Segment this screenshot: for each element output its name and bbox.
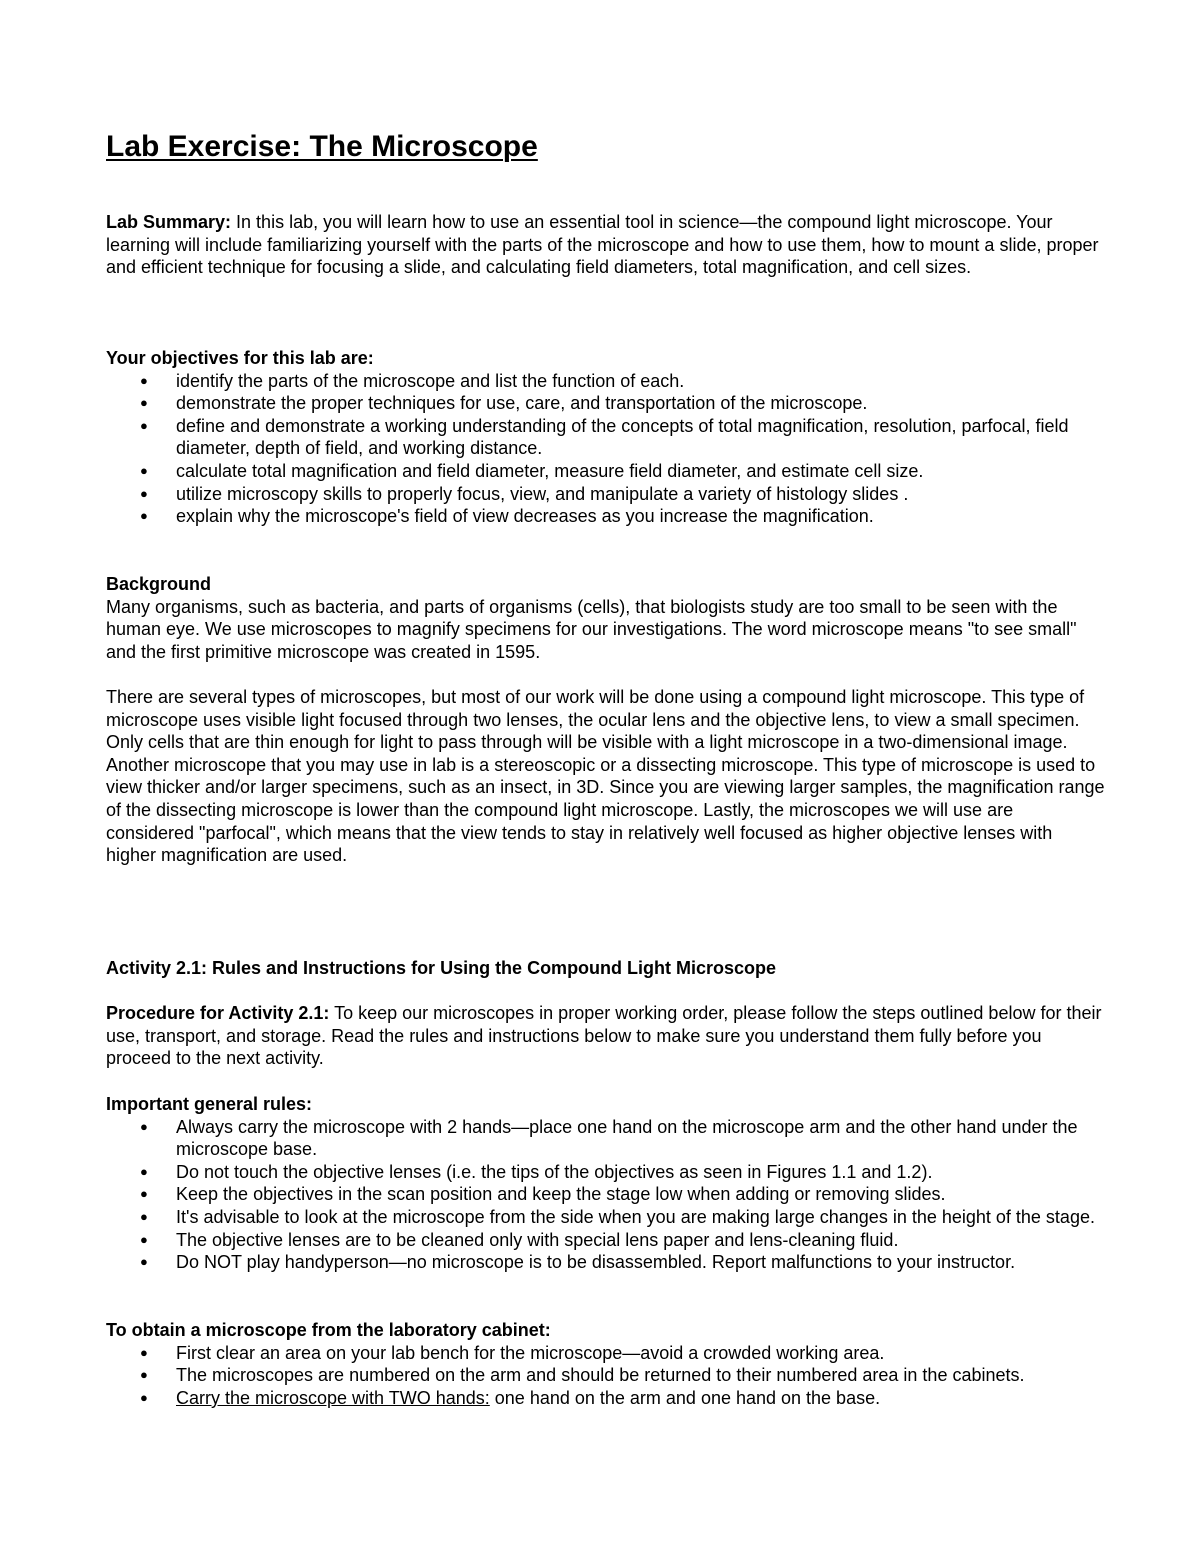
bullet-icon: ● [140,1389,148,1405]
list-item: ● It's advisable to look at the microscope from the side when you are making large changes in the height of the stage. [140,1206,1095,1227]
list-item: ● Carry the microscope with TWO hands: one hand on the arm and one hand on the base. [140,1387,881,1408]
procedure-section [106,1002,1106,1070]
obtain-list [106,1342,1106,1410]
bullet-icon: ● [140,1186,148,1202]
lab-summary-label: Lab Summary: [106,212,232,232]
list-item: ● Do not touch the objective lenses (i.e. the tips of the objectives as seen in Figures 1.1 and 1.2). [140,1161,933,1182]
bullet-icon: ● [140,417,148,433]
obtain-heading: To obtain a microscope from the laboratory cabinet: [106,1320,551,1340]
list-item: ● Always carry the microscope with 2 hands—place one hand on the microscope arm and the other hand under the microscope base. [140,1116,1078,1160]
bullet-icon: ● [140,395,148,411]
bullet-icon: ● [140,1254,148,1270]
rules-section [106,1093,1106,1274]
lab-summary-text: In this lab, you will learn how to use an essential tool in science—the compound light microscope. Your learning will include familiarizing yourself with the parts of the microscope and how to use them, how to mount a slide, proper and efficient technique for focusing a slide, and calculating field diameters, total magnification, and cell sizes. [106,212,1099,278]
list-item: ● The microscopes are numbered on the arm and should be returned to their numbered area in the cabinets. [140,1365,1025,1386]
objectives-heading: Your objectives for this lab are: [106,348,374,368]
procedure-label: Procedure for Activity 2.1: [106,1003,330,1023]
bullet-icon: ● [140,1118,148,1134]
list-item: ● define and demonstrate a working understanding of the concepts of total magnification, resolution, parfocal, field diameter, depth of field, and working distance. [140,415,1069,459]
rules-list [106,1116,1106,1274]
background-paragraph-2: There are several types of microscopes, but most of our work will be done using a compound light microscope. This type of microscope uses visible light focused through two lenses, the ocular lens and the objective lens, to view a small specimen. Only cells that are thin enough for light to pass through will be visible with a light microscope in a two-dimensional image. Another microscope that you may use in lab is a stereoscopic or a dissecting microscope. This type of microscope is used to view thicker and/or larger specimens, such as an insect, in 3D. Since you are viewing larger samples, the magnification range of the dissecting microscope is lower than the compound light microscope. Lastly, the microscopes we will use are considered "parfocal", which means that the view tends to stay in relatively well focused as higher objective lenses with higher magnification are used. [106,687,1105,866]
list-item: ● The objective lenses are to be cleaned only with special lens paper and lens-cleaning fluid. [140,1229,899,1250]
bullet-icon: ● [140,508,148,524]
objectives-section [106,347,1106,528]
page-title: Lab Exercise: The Microscope [106,130,538,163]
list-item: ● Do NOT play handyperson—no microscope is to be disassembled. Report malfunctions to your instructor. [140,1252,1016,1273]
list-item: ● First clear an area on your lab bench for the microscope—avoid a crowded working area. [140,1342,885,1363]
list-item: ● calculate total magnification and field diameter, measure field diameter, and estimate cell size. [140,460,924,481]
list-item: ● demonstrate the proper techniques for use, care, and transportation of the microscope. [140,393,868,414]
procedure-paragraph [106,1002,1106,1070]
background-heading: Background [106,574,212,594]
bullet-icon: ● [140,462,148,478]
bullet-icon: ● [140,1231,148,1247]
obtain-section [106,1319,1106,1409]
lab-summary [106,211,1106,279]
list-item: ● Keep the objectives in the scan position and keep the stage low when adding or removing slides. [140,1184,946,1205]
list-item: ● identify the parts of the microscope and list the function of each. [140,370,685,391]
bullet-icon: ● [140,485,148,501]
bullet-icon: ● [140,1208,148,1224]
procedure-text: To keep our microscopes in proper working order, please follow the steps outlined below for their use, transport, and storage. Read the rules and instructions below to make sure you understand them fully before you proceed to the next activity. [106,1003,1102,1069]
list-item: ● utilize microscopy skills to properly focus, view, and manipulate a variety of histology slides . [140,483,909,504]
rules-heading: Important general rules: [106,1094,313,1114]
bullet-icon: ● [140,1163,148,1179]
lab-summary-paragraph [106,211,1106,279]
activity-section [106,957,1106,980]
underlined-instruction: Carry the microscope with TWO hands: [176,1387,490,1408]
bullet-icon: ● [140,1344,148,1360]
list-item: ● explain why the microscope's field of view decreases as you increase the magnification. [140,506,874,527]
background-paragraph-1: Many organisms, such as bacteria, and parts of organisms (cells), that biologists study are too small to be seen with the human eye. We use microscopes to magnify specimens for our investigations. The word microscope means "to see small" and the first primitive microscope was created in 1595. [106,596,1077,662]
bullet-icon: ● [140,372,148,388]
activity-heading: Activity 2.1: Rules and Instructions for Using the Compound Light Microscope [106,958,777,978]
background-section-2 [106,686,1106,867]
objectives-list [106,370,1106,528]
background-section [106,573,1106,663]
bullet-icon: ● [140,1367,148,1383]
